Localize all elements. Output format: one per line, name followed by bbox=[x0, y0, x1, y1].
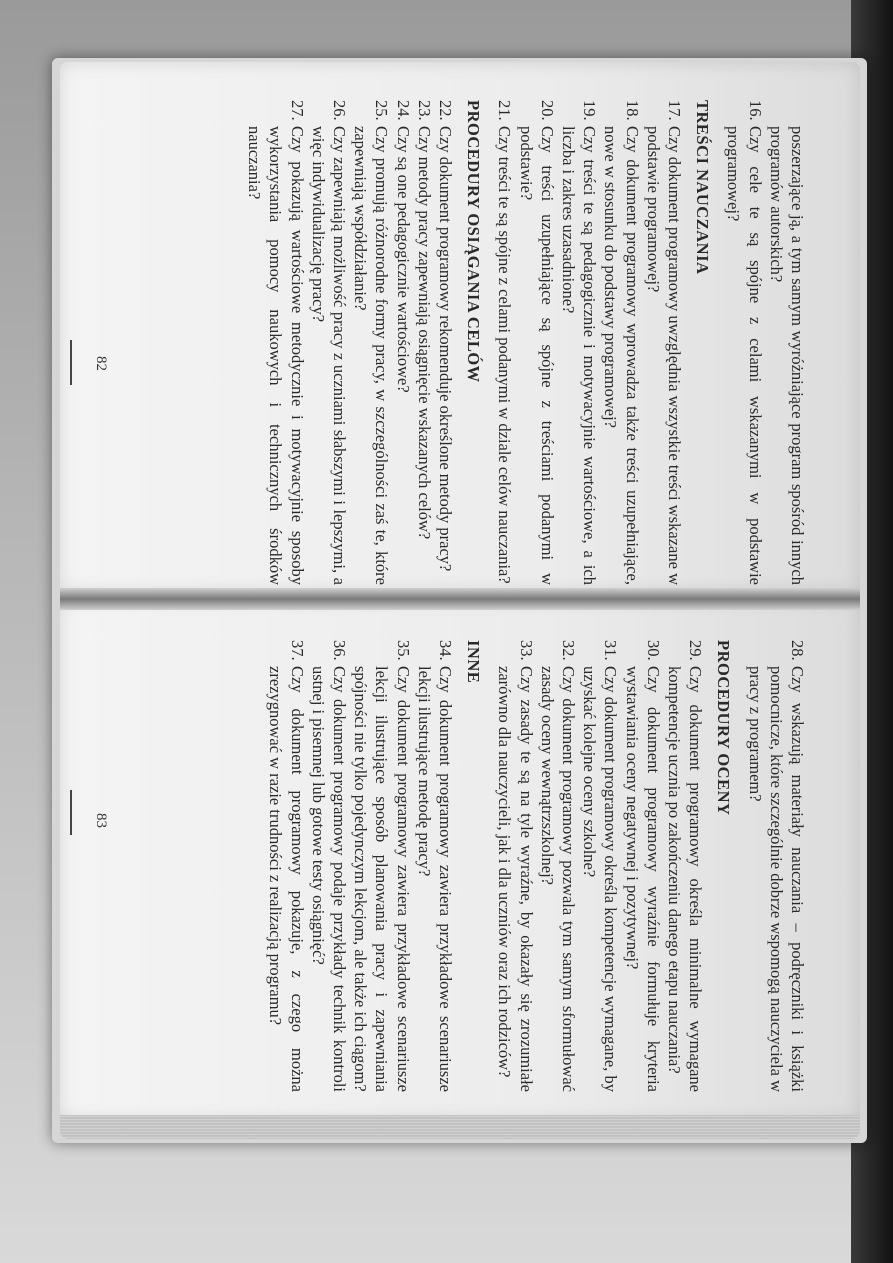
question-20 bbox=[515, 100, 557, 585]
page-82-text bbox=[118, 100, 808, 585]
question-number: 35. bbox=[393, 640, 413, 661]
question-22 bbox=[435, 100, 456, 585]
question-text: Czy zasady te są na tyle wyraźne, by okazały się zrozumiałe zarówno dla nauczycieli, jak i dla uczniów oraz ich rodziców? bbox=[495, 666, 536, 1092]
question-33 bbox=[494, 640, 536, 1092]
question-number: 32. bbox=[558, 640, 578, 661]
question-number: 34. bbox=[435, 640, 455, 661]
question-23 bbox=[414, 100, 435, 585]
page-number-82: 82 bbox=[93, 356, 109, 371]
page-number-83: 83 bbox=[93, 813, 109, 828]
page-number-rule-83 bbox=[70, 790, 72, 835]
question-text: Czy dokument programowy określa minimalne wymagane kompetencje ucznia po zakończeniu danego etapu nauczania? bbox=[664, 666, 706, 1092]
question-text: Czy treści te są spójne z celami podanymi w dziale celów nauczania? bbox=[495, 126, 515, 584]
question-number: 23. bbox=[414, 100, 434, 121]
question-19 bbox=[558, 100, 600, 585]
question-21 bbox=[494, 100, 515, 585]
question-17 bbox=[643, 100, 685, 585]
question-text: Czy wskazują materiały nauczania – podręczniki i książki pomocnicze, które szczególnie dobrze wspomogą nauczyciela w pracy z programem? bbox=[745, 666, 807, 1092]
question-text: Czy dokument programowy podaje przykłady technik kontroli ustnej i pisemnej lub gotowe testy osiągnięć? bbox=[308, 666, 349, 1092]
question-25 bbox=[350, 100, 392, 585]
question-text: Czy cele te są spójne z celami wskazanymi w podstawie programowej? bbox=[724, 126, 765, 585]
question-number: 20. bbox=[537, 100, 557, 121]
question-30 bbox=[621, 640, 663, 1092]
question-text: Czy metody pracy zapewniają osiągnięcie wskazanych celów? bbox=[414, 126, 434, 540]
question-text: Czy dokument programowy wyraźnie formułuje kryteria wystawiania oceny negatywnej i pozytywnej? bbox=[622, 666, 663, 1092]
question-text: Czy dokument programowy pokazuje, z czego można zrezygnować w razie trudności z realizacją programu? bbox=[266, 666, 307, 1092]
question-16 bbox=[723, 100, 765, 585]
question-number: 26. bbox=[329, 100, 349, 121]
question-number: 36. bbox=[329, 640, 349, 661]
question-text: Czy treści uzupełniające są spójne z treściami podanymi w podstawie? bbox=[516, 126, 557, 585]
question-text: Czy dokument programowy zawiera przykładowe scenariusze lekcji ilustrujące metodę pracy? bbox=[414, 666, 455, 1092]
question-26 bbox=[308, 100, 350, 585]
question-text: Czy dokument programowy określa kompetencje wymagane, by uzyskać kolejne oceny szkolne? bbox=[580, 666, 621, 1092]
question-number: 33. bbox=[516, 640, 536, 661]
question-text: Czy są one pedagogicznie wartościowe? bbox=[393, 126, 413, 393]
question-text: Czy treści te są pedagogicznie i motywacyjnie wartościowe, a ich liczba i zakres uzasadnione? bbox=[558, 126, 600, 585]
question-text: Czy pokazują wartościowe metodycznie i motywacyjnie sposoby wykorzystania pomocy naukowych i technicznych środków nauczania? bbox=[245, 126, 307, 585]
question-31 bbox=[579, 640, 621, 1092]
question-32 bbox=[537, 640, 579, 1092]
question-29 bbox=[664, 640, 706, 1092]
section-heading-tresci: TREŚCI NAUCZANIA bbox=[693, 100, 713, 275]
question-text: Czy dokument programowy zawiera przykładowe scenariusze lekcji ilustrujące sposób planowania pracy i zapewniania spójności nie tylko pojedynczym lekcjom, ale także ich ciągom? bbox=[351, 666, 413, 1092]
question-number: 21. bbox=[495, 100, 515, 121]
question-number: 19. bbox=[580, 100, 600, 121]
question-27 bbox=[244, 100, 308, 585]
question-number: 30. bbox=[643, 640, 663, 661]
question-number: 25. bbox=[372, 100, 392, 121]
question-36 bbox=[308, 640, 350, 1092]
question-text: Czy dokument programowy uwzględnia wszystkie treści wskazane w podstawie programowej? bbox=[643, 126, 684, 585]
question-text: Czy promują różnorodne formy pracy, w szczególności zaś te, które zapewniają współdziałanie? bbox=[351, 126, 392, 585]
question-24 bbox=[392, 100, 413, 585]
question-text: Czy zapewniają możliwość pracy z uczniami słabszymi i lepszymi, a więc indywidualizację pracy? bbox=[308, 126, 349, 585]
question-number: 22. bbox=[435, 100, 455, 121]
continuation-text: poszerzające ją, a tym samym wyróżniające program spośród innych programów autorskich? bbox=[766, 126, 807, 585]
question-text: Czy dokument programowy wprowadza także treści uzupełniające, nowe w stosunku do podstawy programowej? bbox=[601, 126, 642, 585]
question-number: 24. bbox=[393, 100, 413, 121]
question-18 bbox=[600, 100, 642, 585]
question-number: 18. bbox=[622, 100, 642, 121]
question-number: 37. bbox=[287, 640, 307, 661]
question-37 bbox=[265, 640, 307, 1092]
question-number: 17. bbox=[664, 100, 684, 121]
page-number-rule-82 bbox=[70, 340, 72, 385]
question-28 bbox=[744, 640, 808, 1092]
question-number: 27. bbox=[287, 100, 307, 121]
page-83-text bbox=[108, 640, 808, 1092]
book-gutter bbox=[60, 588, 860, 610]
page-edges bbox=[60, 1115, 860, 1139]
question-number: 16. bbox=[745, 100, 765, 121]
section-heading-procedury-celow: PROCEDURY OSIĄGANIA CELÓW bbox=[464, 100, 484, 383]
question-number: 31. bbox=[601, 640, 621, 661]
question-text: Czy dokument programowy rekomenduje określone metody pracy? bbox=[435, 126, 455, 572]
question-number: 29. bbox=[686, 640, 706, 661]
question-text: Czy dokument programowy pozwala tym samym sformułować zasady oceny wewnątrzszkolnej? bbox=[537, 666, 578, 1092]
question-34 bbox=[414, 640, 456, 1092]
question-number: 28. bbox=[788, 640, 807, 661]
section-heading-inne: INNE bbox=[464, 640, 484, 684]
question-35 bbox=[350, 640, 414, 1092]
section-heading-procedury-oceny: PROCEDURY OCENY bbox=[714, 640, 734, 816]
